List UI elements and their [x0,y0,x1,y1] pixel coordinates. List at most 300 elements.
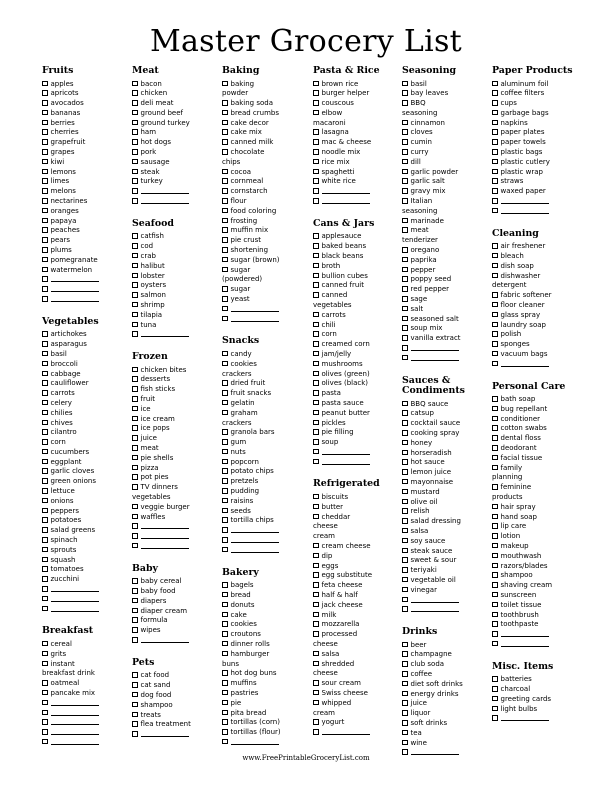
checkbox[interactable] [492,188,498,194]
checkbox[interactable] [42,586,48,592]
checkbox[interactable] [42,508,48,514]
checkbox[interactable] [492,696,498,702]
checkbox[interactable] [222,719,228,725]
checkbox[interactable] [222,247,228,253]
checkbox[interactable] [313,690,319,696]
checkbox[interactable] [132,465,138,471]
checkbox[interactable] [42,557,48,563]
checkbox[interactable] [132,533,138,539]
checkbox[interactable] [42,178,48,184]
checkbox[interactable] [492,129,498,135]
checkbox[interactable] [222,257,228,263]
checkbox[interactable] [42,331,48,337]
checkbox[interactable] [492,341,498,347]
checkbox[interactable] [42,129,48,135]
checkbox[interactable] [132,331,138,337]
checkbox[interactable] [492,110,498,116]
checkbox[interactable] [492,715,498,721]
checkbox[interactable] [132,243,138,249]
checkbox[interactable] [132,273,138,279]
checkbox[interactable] [222,296,228,302]
checkbox[interactable] [132,129,138,135]
checkbox[interactable] [492,90,498,96]
checkbox[interactable] [222,361,228,367]
checkbox[interactable] [132,702,138,708]
checkbox[interactable] [42,537,48,543]
checkbox[interactable] [222,641,228,647]
checkbox[interactable] [42,276,48,282]
checkbox[interactable] [402,325,408,331]
checkbox[interactable] [222,286,228,292]
checkbox[interactable] [402,355,408,361]
checkbox[interactable] [222,592,228,598]
checkbox[interactable] [492,553,498,559]
checkbox[interactable] [132,263,138,269]
checkbox[interactable] [402,257,408,263]
checkbox[interactable] [222,508,228,514]
checkbox[interactable] [42,410,48,416]
checkbox[interactable] [492,631,498,637]
checkbox[interactable] [42,576,48,582]
checkbox[interactable] [402,508,408,514]
checkbox[interactable] [132,159,138,165]
checkbox[interactable] [313,410,319,416]
checkbox[interactable] [492,396,498,402]
checkbox[interactable] [42,237,48,243]
checkbox[interactable] [402,577,408,583]
checkbox[interactable] [42,641,48,647]
checkbox[interactable] [313,553,319,559]
checkbox[interactable] [42,247,48,253]
checkbox[interactable] [42,267,48,273]
checkbox[interactable] [42,606,48,612]
checkbox[interactable] [313,331,319,337]
checkbox[interactable] [402,459,408,465]
checkbox[interactable] [492,484,498,490]
checkbox[interactable] [402,227,408,233]
checkbox[interactable] [313,582,319,588]
checkbox[interactable] [42,478,48,484]
checkbox[interactable] [222,680,228,686]
checkbox[interactable] [132,120,138,126]
checkbox[interactable] [402,440,408,446]
checkbox[interactable] [132,637,138,643]
checkbox[interactable] [492,273,498,279]
checkbox[interactable] [402,218,408,224]
checkbox[interactable] [492,612,498,618]
checkbox[interactable] [42,700,48,706]
checkbox[interactable] [42,81,48,87]
checkbox[interactable] [222,218,228,224]
checkbox[interactable] [402,178,408,184]
checkbox[interactable] [222,710,228,716]
checkbox[interactable] [313,504,319,510]
checkbox[interactable] [402,286,408,292]
checkbox[interactable] [222,527,228,533]
checkbox[interactable] [222,488,228,494]
checkbox[interactable] [402,548,408,554]
checkbox[interactable] [313,729,319,735]
checkbox[interactable] [42,566,48,572]
checkbox[interactable] [313,292,319,298]
checkbox[interactable] [132,504,138,510]
checkbox[interactable] [42,188,48,194]
checkbox[interactable] [402,159,408,165]
checkbox[interactable] [402,247,408,253]
checkbox[interactable] [132,425,138,431]
checkbox[interactable] [313,459,319,465]
checkbox[interactable] [42,729,48,735]
checkbox[interactable] [42,90,48,96]
checkbox[interactable] [402,129,408,135]
checkbox[interactable] [492,563,498,569]
checkbox[interactable] [402,335,408,341]
checkbox[interactable] [132,386,138,392]
checkbox[interactable] [313,233,319,239]
checkbox[interactable] [132,578,138,584]
checkbox[interactable] [402,401,408,407]
checkbox[interactable] [313,341,319,347]
checkbox[interactable] [42,159,48,165]
checkbox[interactable] [42,719,48,725]
checkbox[interactable] [132,396,138,402]
checkbox[interactable] [132,416,138,422]
checkbox[interactable] [222,120,228,126]
checkbox[interactable] [492,139,498,145]
checkbox[interactable] [402,700,408,706]
checkbox[interactable] [222,468,228,474]
checkbox[interactable] [132,682,138,688]
checkbox[interactable] [42,341,48,347]
checkbox[interactable] [132,608,138,614]
checkbox[interactable] [402,661,408,667]
checkbox[interactable] [492,533,498,539]
checkbox[interactable] [402,149,408,155]
checkbox[interactable] [402,410,408,416]
checkbox[interactable] [313,592,319,598]
checkbox[interactable] [132,435,138,441]
checkbox[interactable] [132,100,138,106]
checkbox[interactable] [42,390,48,396]
checkbox[interactable] [492,263,498,269]
checkbox[interactable] [402,188,408,194]
checkbox[interactable] [222,129,228,135]
checkbox[interactable] [222,429,228,435]
checkbox[interactable] [42,296,48,302]
checkbox[interactable] [42,120,48,126]
checkbox[interactable] [42,400,48,406]
checkbox[interactable] [402,681,408,687]
checkbox[interactable] [313,159,319,165]
checkbox[interactable] [42,459,48,465]
checkbox[interactable] [42,286,48,292]
checkbox[interactable] [132,282,138,288]
checkbox[interactable] [42,371,48,377]
checkbox[interactable] [222,400,228,406]
checkbox[interactable] [132,617,138,623]
checkbox[interactable] [222,602,228,608]
checkbox[interactable] [222,169,228,175]
checkbox[interactable] [492,178,498,184]
checkbox[interactable] [132,523,138,529]
checkbox[interactable] [222,459,228,465]
checkbox[interactable] [492,465,498,471]
checkbox[interactable] [132,692,138,698]
checkbox[interactable] [402,139,408,145]
checkbox[interactable] [132,302,138,308]
checkbox[interactable] [313,621,319,627]
checkbox[interactable] [313,139,319,145]
checkbox[interactable] [313,361,319,367]
checkbox[interactable] [222,227,228,233]
checkbox[interactable] [492,582,498,588]
checkbox[interactable] [402,306,408,312]
checkbox[interactable] [222,612,228,618]
checkbox[interactable] [492,686,498,692]
checkbox[interactable] [402,296,408,302]
checkbox[interactable] [222,651,228,657]
checkbox[interactable] [222,449,228,455]
checkbox[interactable] [222,690,228,696]
checkbox[interactable] [132,376,138,382]
checkbox[interactable] [492,641,498,647]
checkbox[interactable] [222,670,228,676]
checkbox[interactable] [42,439,48,445]
checkbox[interactable] [132,455,138,461]
checkbox[interactable] [402,469,408,475]
checkbox[interactable] [313,420,319,426]
checkbox[interactable] [402,479,408,485]
checkbox[interactable] [313,602,319,608]
checkbox[interactable] [42,661,48,667]
checkbox[interactable] [42,429,48,435]
checkbox[interactable] [222,237,228,243]
checkbox[interactable] [402,730,408,736]
checkbox[interactable] [313,100,319,106]
checkbox[interactable] [42,690,48,696]
checkbox[interactable] [132,474,138,480]
checkbox[interactable] [402,740,408,746]
checkbox[interactable] [132,514,138,520]
checkbox[interactable] [492,312,498,318]
checkbox[interactable] [313,282,319,288]
checkbox[interactable] [42,527,48,533]
checkbox[interactable] [132,139,138,145]
checkbox[interactable] [132,598,138,604]
checkbox[interactable] [222,188,228,194]
checkbox[interactable] [492,322,498,328]
checkbox[interactable] [42,449,48,455]
checkbox[interactable] [42,517,48,523]
checkbox[interactable] [132,712,138,718]
checkbox[interactable] [402,420,408,426]
checkbox[interactable] [132,253,138,259]
checkbox[interactable] [222,306,228,312]
checkbox[interactable] [132,588,138,594]
checkbox[interactable] [492,100,498,106]
checkbox[interactable] [402,587,408,593]
checkbox[interactable] [402,100,408,106]
checkbox[interactable] [132,543,138,549]
checkbox[interactable] [132,312,138,318]
checkbox[interactable] [402,710,408,716]
checkbox[interactable] [402,671,408,677]
checkbox[interactable] [313,178,319,184]
checkbox[interactable] [42,468,48,474]
checkbox[interactable] [222,380,228,386]
checkbox[interactable] [42,547,48,553]
checkbox[interactable] [42,498,48,504]
checkbox[interactable] [222,178,228,184]
checkbox[interactable] [492,621,498,627]
checkbox[interactable] [402,567,408,573]
checkbox[interactable] [402,345,408,351]
checkbox[interactable] [402,720,408,726]
checkbox[interactable] [222,537,228,543]
checkbox[interactable] [313,563,319,569]
checkbox[interactable] [402,528,408,534]
checkbox[interactable] [492,243,498,249]
checkbox[interactable] [313,514,319,520]
checkbox[interactable] [222,351,228,357]
checkbox[interactable] [222,547,228,553]
checkbox[interactable] [313,700,319,706]
checkbox[interactable] [42,169,48,175]
checkbox[interactable] [402,651,408,657]
checkbox[interactable] [313,81,319,87]
checkbox[interactable] [42,218,48,224]
checkbox[interactable] [402,90,408,96]
checkbox[interactable] [222,478,228,484]
checkbox[interactable] [132,627,138,633]
checkbox[interactable] [402,430,408,436]
checkbox[interactable] [42,198,48,204]
checkbox[interactable] [222,582,228,588]
checkbox[interactable] [132,367,138,373]
checkbox[interactable] [402,597,408,603]
checkbox[interactable] [222,631,228,637]
checkbox[interactable] [492,425,498,431]
checkbox[interactable] [132,169,138,175]
checkbox[interactable] [492,543,498,549]
checkbox[interactable] [222,498,228,504]
checkbox[interactable] [492,706,498,712]
checkbox[interactable] [42,139,48,145]
checkbox[interactable] [42,680,48,686]
checkbox[interactable] [402,518,408,524]
checkbox[interactable] [313,110,319,116]
checkbox[interactable] [313,322,319,328]
checkbox[interactable] [402,316,408,322]
checkbox[interactable] [492,361,498,367]
checkbox[interactable] [42,257,48,263]
checkbox[interactable] [42,227,48,233]
checkbox[interactable] [222,149,228,155]
checkbox[interactable] [313,149,319,155]
checkbox[interactable] [222,100,228,106]
checkbox[interactable] [402,198,408,204]
checkbox[interactable] [313,429,319,435]
checkbox[interactable] [313,400,319,406]
checkbox[interactable] [313,169,319,175]
checkbox[interactable] [222,81,228,87]
checkbox[interactable] [313,188,319,194]
checkbox[interactable] [402,557,408,563]
checkbox[interactable] [132,178,138,184]
checkbox[interactable] [402,499,408,505]
checkbox[interactable] [313,494,319,500]
checkbox[interactable] [492,523,498,529]
checkbox[interactable] [42,149,48,155]
checkbox[interactable] [492,445,498,451]
checkbox[interactable] [313,380,319,386]
checkbox[interactable] [42,351,48,357]
checkbox[interactable] [222,439,228,445]
checkbox[interactable] [402,276,408,282]
checkbox[interactable] [313,651,319,657]
checkbox[interactable] [492,198,498,204]
checkbox[interactable] [402,642,408,648]
checkbox[interactable] [222,208,228,214]
checkbox[interactable] [222,729,228,735]
checkbox[interactable] [222,267,228,273]
checkbox[interactable] [492,302,498,308]
checkbox[interactable] [222,739,228,745]
checkbox[interactable] [492,253,498,259]
checkbox[interactable] [492,120,498,126]
checkbox[interactable] [222,390,228,396]
checkbox[interactable] [132,406,138,412]
checkbox[interactable] [132,233,138,239]
checkbox[interactable] [222,700,228,706]
checkbox[interactable] [313,449,319,455]
checkbox[interactable] [492,504,498,510]
checkbox[interactable] [42,380,48,386]
checkbox[interactable] [492,169,498,175]
checkbox[interactable] [222,198,228,204]
checkbox[interactable] [313,439,319,445]
checkbox[interactable] [42,488,48,494]
checkbox[interactable] [492,592,498,598]
checkbox[interactable] [132,731,138,737]
checkbox[interactable] [313,371,319,377]
checkbox[interactable] [132,110,138,116]
checkbox[interactable] [402,81,408,87]
checkbox[interactable] [313,273,319,279]
checkbox[interactable] [42,110,48,116]
checkbox[interactable] [132,721,138,727]
checkbox[interactable] [492,208,498,214]
checkbox[interactable] [402,538,408,544]
checkbox[interactable] [313,312,319,318]
checkbox[interactable] [132,292,138,298]
checkbox[interactable] [492,81,498,87]
checkbox[interactable] [42,208,48,214]
checkbox[interactable] [492,676,498,682]
checkbox[interactable] [492,159,498,165]
checkbox[interactable] [313,243,319,249]
checkbox[interactable] [492,435,498,441]
checkbox[interactable] [492,416,498,422]
checkbox[interactable] [492,514,498,520]
checkbox[interactable] [42,651,48,657]
checkbox[interactable] [313,661,319,667]
checkbox[interactable] [313,90,319,96]
checkbox[interactable] [42,596,48,602]
checkbox[interactable] [492,331,498,337]
checkbox[interactable] [132,672,138,678]
checkbox[interactable] [492,572,498,578]
